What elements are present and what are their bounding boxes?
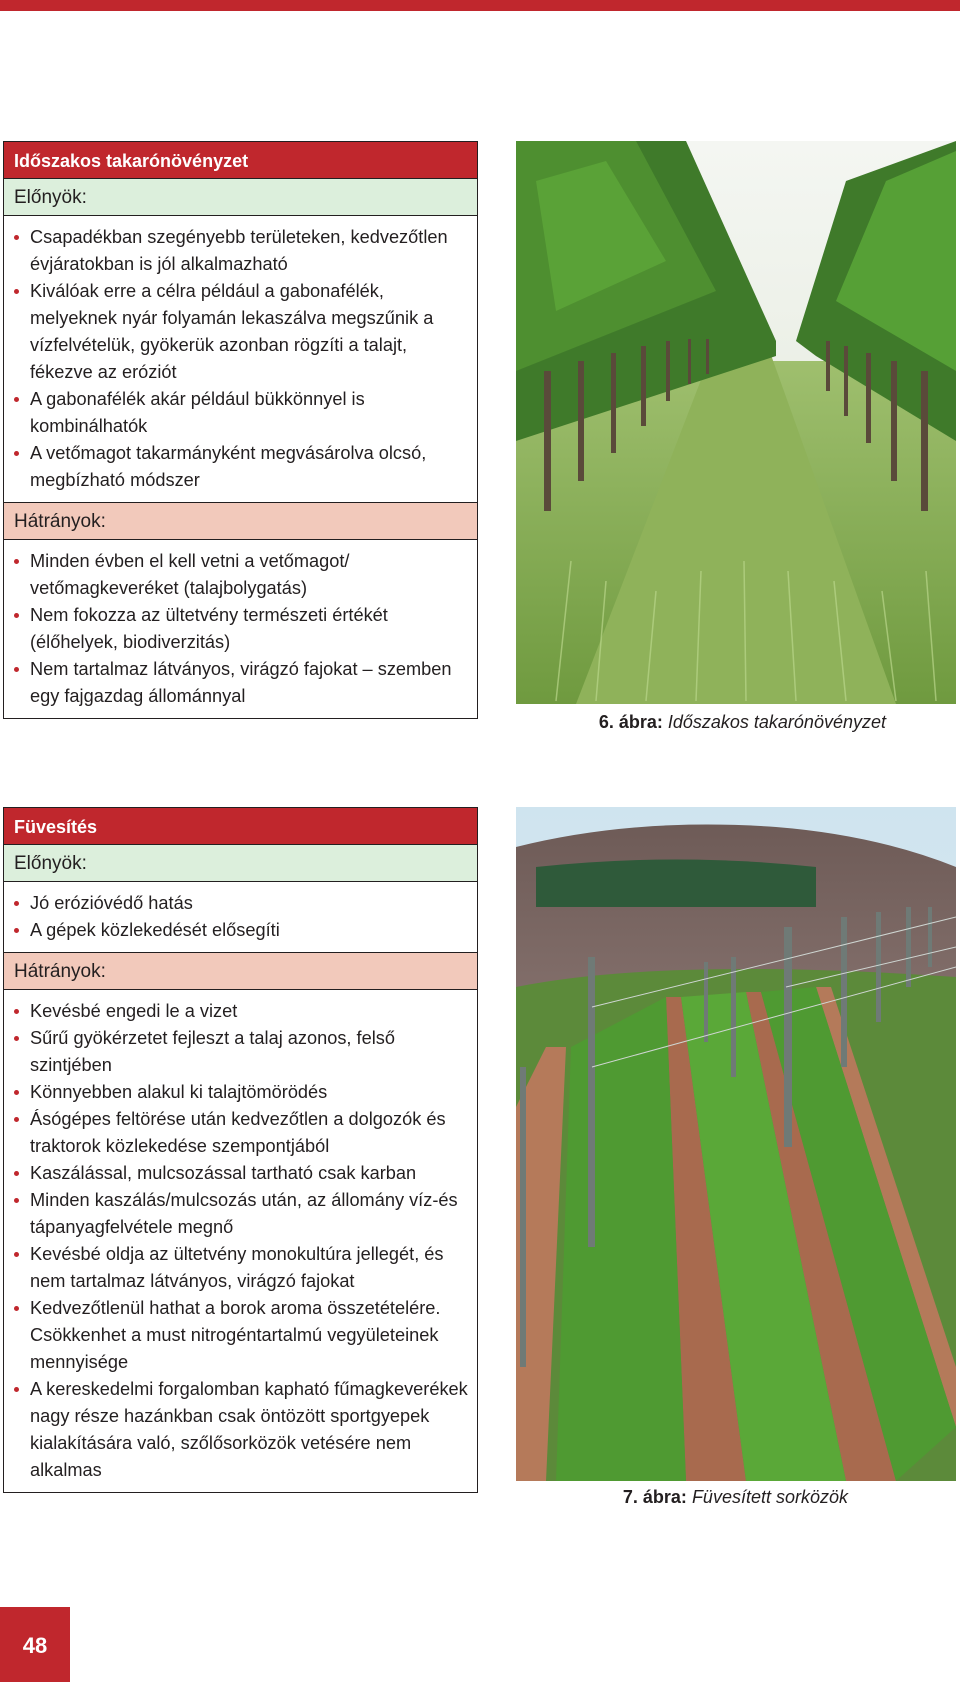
figure-title: Időszakos takarónövényzet xyxy=(667,712,886,732)
list-item: Könnyebben alakul ki talajtömörödés xyxy=(4,1079,469,1106)
disadvantages-list xyxy=(4,990,477,1492)
list-item: Ásógépes feltörése után kedvezőtlen a dolgozók és traktorok közlekedése szempontjából xyxy=(4,1106,469,1160)
list-item: Kevésbé engedi le a vizet xyxy=(4,998,469,1025)
figure-label: 6. ábra: xyxy=(598,712,663,732)
advantages-heading: Előnyök: xyxy=(4,844,477,882)
figure-7-caption xyxy=(516,1487,848,1508)
disadvantages-list xyxy=(4,540,477,718)
list-item: Minden kaszálás/mulcsozás után, az állomány víz-és tápanyagfelvétele megnő xyxy=(4,1187,469,1241)
list-item: Nem fokozza az ültetvény természeti értékét (élőhelyek, biodiverzitás) xyxy=(4,602,469,656)
list-item: Kevésbé oldja az ültetvény monokultúra jellegét, és nem tartalmaz látványos, virágzó fajokat xyxy=(4,1241,469,1295)
disadvantages-heading: Hátrányok: xyxy=(4,952,477,990)
info-box-cover-crop xyxy=(3,141,478,719)
figure-title: Füvesített sorközök xyxy=(691,1487,848,1507)
list-item: Nem tartalmaz látványos, virágzó fajokat – szemben egy fajgazdag állománnyal xyxy=(4,656,469,710)
list-item: Kiválóak erre a célra például a gabonafélék, melyeknek nyár folyamán lekaszálva megszűnik a vízfelvételük, gyökerük azonban rögzíti a talajt, fékezve az eróziót xyxy=(4,278,469,386)
advantages-list xyxy=(4,882,477,952)
list-item: Minden évben el kell vetni a vetőmagot/ vetőmagkeveréket (talajbolygatás) xyxy=(4,548,469,602)
list-item: Csapadékban szegényebb területeken, kedvezőtlen évjáratokban is jól alkalmazható xyxy=(4,224,469,278)
page-number: 48 xyxy=(0,1607,70,1682)
vineyard-cover-crop-photo xyxy=(516,141,956,704)
list-item: A gépek közlekedését elősegíti xyxy=(4,917,469,944)
list-item: Jó erózióvédő hatás xyxy=(4,890,469,917)
list-item: Kedvezőtlenül hathat a borok aroma összetételére. Csökkenhet a must nitrogéntartalmú vegyületeinek mennyisége xyxy=(4,1295,469,1376)
list-item: A gabonafélék akár például bükkönnyel is kombinálhatók xyxy=(4,386,469,440)
list-item: Sűrű gyökérzetet fejleszt a talaj azonos, felső szintjében xyxy=(4,1025,469,1079)
figure-6-caption xyxy=(516,712,886,733)
box-title: Füvesítés xyxy=(4,808,477,844)
top-accent-bar xyxy=(0,0,960,11)
list-item: A vetőmagot takarmányként megvásárolva olcsó, megbízható módszer xyxy=(4,440,469,494)
list-item: Kaszálással, mulcsozással tartható csak karban xyxy=(4,1160,469,1187)
list-item: A kereskedelmi forgalomban kapható fűmagkeverékek nagy része hazánkban csak öntözött sportgyepek kialakítására való, szőlősorközök vetésére nem alkalmas xyxy=(4,1376,469,1484)
advantages-list xyxy=(4,216,477,502)
box-title: Időszakos takarónövényzet xyxy=(4,142,477,178)
info-box-grassing xyxy=(3,807,478,1493)
advantages-heading: Előnyök: xyxy=(4,178,477,216)
grassed-rows-photo xyxy=(516,807,956,1481)
figure-label: 7. ábra: xyxy=(622,1487,687,1507)
disadvantages-heading: Hátrányok: xyxy=(4,502,477,540)
